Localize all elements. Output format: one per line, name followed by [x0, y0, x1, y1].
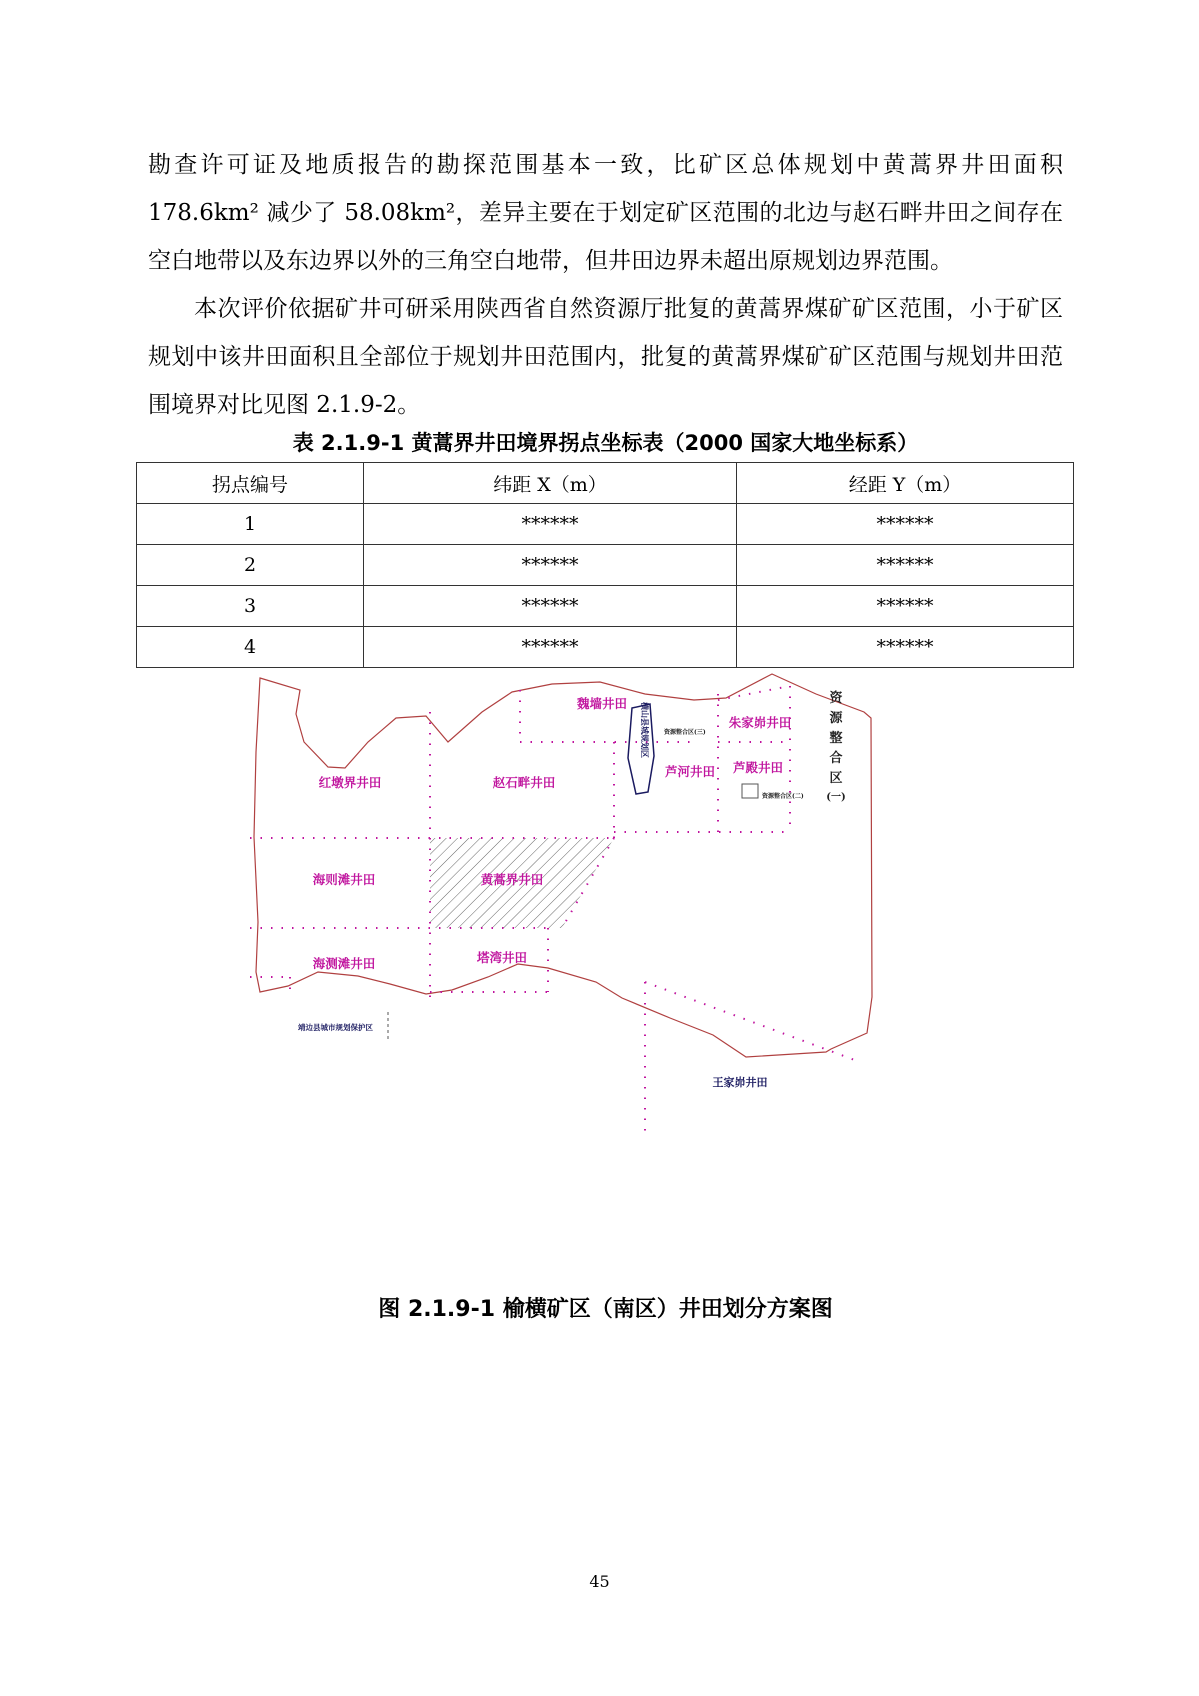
label-hengshan: 横山县城规划区: [640, 702, 650, 758]
cell-y: ******: [737, 627, 1074, 668]
header-latitude-x: 纬距 X（m）: [364, 463, 737, 504]
mining-area-map: [250, 672, 960, 1272]
label-haizetan: 海则滩井田: [312, 872, 376, 887]
cell-y: ******: [737, 504, 1074, 545]
paragraph-1: 勘查许可证及地质报告的勘探范围基本一致，比矿区总体规划中黄蒿界井田面积 178.6km² 减少了 58.08km²，差异主要在于划定矿区范围的北边与赵石畔井田之间存在空白地带以及东边界以外的三角空白地带，但井田边界未超出原规划边界范围。: [148, 152, 1063, 274]
label-zhaoshipan: 赵石畔井田: [492, 775, 556, 790]
cell-x: ******: [364, 504, 737, 545]
label-haicetan: 海测滩井田: [312, 956, 376, 971]
cell-point-no: 4: [137, 627, 364, 668]
table-row: [137, 627, 1074, 668]
label-huanghaojie: 黄蒿界井田: [480, 872, 544, 887]
label-resource-zone-1-char: 资: [829, 691, 843, 706]
label-zhujiamao: 朱家峁井田: [728, 715, 792, 730]
label-weiqiang: 魏墙井田: [576, 696, 628, 711]
table-caption: 表 2.1.9-1 黄蒿界井田境界拐点坐标表（2000 国家大地坐标系）: [292, 431, 919, 455]
label-hongdunjie: 红墩界井田: [318, 775, 382, 790]
label-resource-zone-2: 资源整合区(二): [762, 793, 804, 800]
label-resource-zone-1-char: 合: [829, 751, 843, 766]
cell-x: ******: [364, 627, 737, 668]
label-resource-zone-1-char: 区: [829, 771, 843, 786]
table-header-row: [137, 463, 1074, 504]
label-tawan: 塔湾井田: [476, 950, 528, 965]
label-luhe: 芦河井田: [664, 764, 716, 779]
cell-x: ******: [364, 586, 737, 627]
cell-point-no: 2: [137, 545, 364, 586]
table-row: [137, 504, 1074, 545]
table-row: [137, 545, 1074, 586]
figure-caption: 图 2.1.9-1 榆横矿区（南区）井田划分方案图: [378, 1297, 833, 1322]
cell-point-no: 1: [137, 504, 364, 545]
cell-point-no: 3: [137, 586, 364, 627]
label-resource-zone-1-char: 整: [829, 731, 843, 746]
page-number: 45: [589, 1572, 610, 1591]
header-longitude-y: 经距 Y（m）: [737, 463, 1074, 504]
label-wangjiamao: 王家峁井田: [712, 1076, 768, 1089]
resource-zone-2-block: [742, 784, 758, 798]
table-row: [137, 586, 1074, 627]
coordinate-table: [136, 462, 1074, 668]
cell-y: ******: [737, 545, 1074, 586]
paragraph-2: 本次评价依据矿井可研采用陕西省自然资源厅批复的黄蒿界煤矿矿区范围，小于矿区规划中该井田面积且全部位于规划井田范围内，批复的黄蒿界煤矿矿区范围与规划井田范围境界对比见图 2.1.9-2。: [148, 296, 1063, 418]
label-resource-zone-1-char: (一): [826, 792, 846, 803]
label-resource-zone-3: 资源整合区(三): [664, 729, 706, 736]
cell-y: ******: [737, 586, 1074, 627]
label-resource-zone-1: [826, 690, 845, 803]
label-resource-zone-1-char: 源: [829, 711, 843, 726]
header-point-no: 拐点编号: [137, 463, 364, 504]
cell-x: ******: [364, 545, 737, 586]
label-ludian: 芦殿井田: [732, 760, 784, 775]
label-jingbian: 靖边县城市规划保护区: [298, 1023, 373, 1032]
